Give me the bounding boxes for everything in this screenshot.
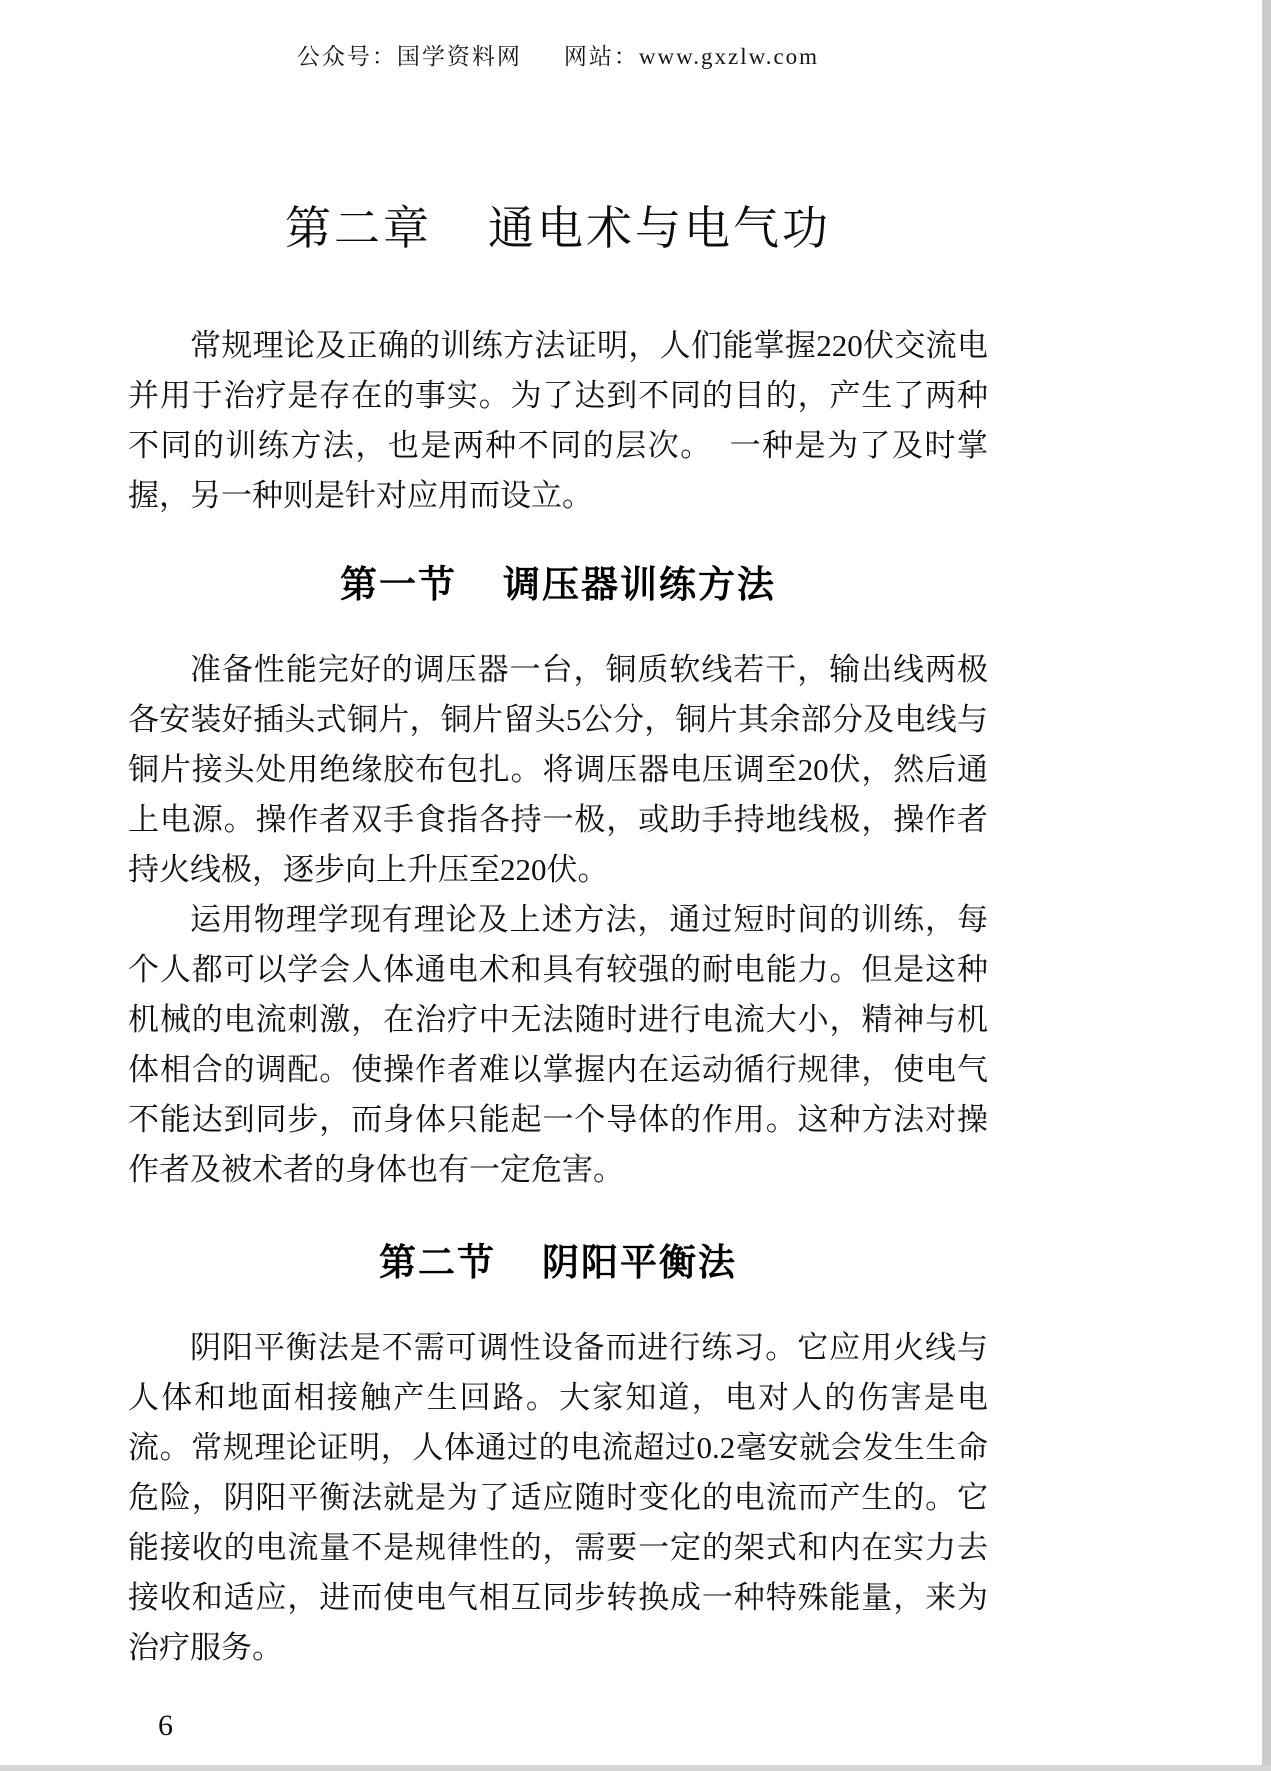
chapter-title-text: 通电术与电气功: [488, 203, 831, 254]
section-1-title: 调压器训练方法: [503, 564, 776, 605]
intro-paragraph: 常规理论及正确的训练方法证明，人们能掌握220伏交流电并用于治疗是存在的事实。为了达到不同的目的，产生了两种不同的训练方法，也是两种不同的层次。 一种是为了及时掌握，另一种则是针对应用而设立。: [128, 328, 988, 513]
header-website-label: 网站：www.gxzlw.com: [563, 44, 820, 69]
section-1-paragraph-1: 准备性能完好的调压器一台，铜质软线若干，输出线两极各安装好插头式铜片，铜片留头5公分，铜片其余部分及电线与铜片接头处用绝缘胶布包扎。将调压器电压调至20伏，然后通上电源。操作者双手食指各持一极，或助手持地线极，操作者持火线极，逐步向上升压至220伏。: [128, 652, 988, 887]
page-number: 6: [158, 1709, 173, 1742]
section-2-number: 第二节: [379, 1242, 496, 1283]
section-1-paragraph-2: 运用物理学现有理论及上述方法，通过短时间的训练，每个人都可以学会人体通电术和具有较强的耐电能力。但是这种机械的电流刺激，在治疗中无法随时进行电流大小，精神与机体相合的调配。使操作者难以掌握内在运动循行规律，使电气不能达到同步，而身体只能起一个导体的作用。这种方法对操作者及被术者的身体也有一定危害。: [128, 902, 988, 1187]
section-2-heading: [128, 1237, 988, 1289]
page-edge-right: [1262, 0, 1271, 1771]
section-2-title: 阴阳平衡法: [542, 1242, 737, 1283]
section-1: [128, 559, 988, 1195]
page-header: [128, 0, 988, 71]
section-2: [128, 1237, 988, 1673]
page-content: [128, 0, 988, 1743]
section-2-paragraph-1: 阴阳平衡法是不需可调性设备而进行练习。它应用火线与人体和地面相接触产生回路。大家知道，电对人的伤害是电流。常规理论证明，人体通过的电流超过0.2毫安就会发生生命危险，阴阳平衡法就是为了适应随时变化的电流而产生的。它能接收的电流量不是规律性的，需要一定的架式和内在实力去接收和适应，进而使电气相互同步转换成一种特殊能量，来为治疗服务。: [128, 1330, 988, 1665]
header-account-label: 公众号：国学资料网: [296, 44, 522, 69]
chapter-title: [128, 197, 988, 261]
section-1-heading: [128, 559, 988, 611]
page-edge-bottom: [0, 1765, 1271, 1771]
section-1-number: 第一节: [340, 564, 457, 605]
chapter-number: 第二章: [285, 203, 432, 254]
